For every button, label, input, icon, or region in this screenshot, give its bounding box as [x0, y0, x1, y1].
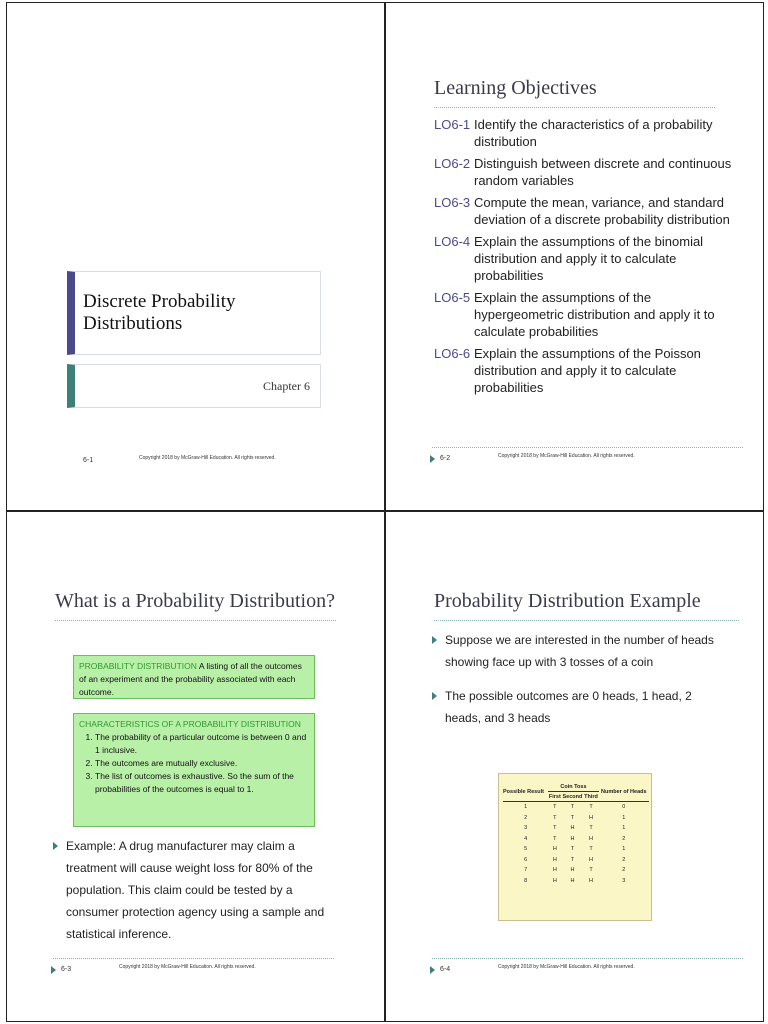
- characteristics-heading: CHARACTERISTICS OF A PROBABILITY DISTRIBUTION: [79, 719, 301, 729]
- chapter-box: [67, 364, 321, 408]
- table-cell: 1: [622, 814, 626, 821]
- table-cell: T: [589, 804, 593, 811]
- table-cell: 2: [622, 835, 626, 842]
- slide-title: Probability Distribution Example: [434, 590, 701, 612]
- table-group-header: Coin Toss: [548, 782, 598, 792]
- slide-title: Discrete Probability Distributions: [83, 291, 236, 334]
- table-header: Third: [584, 793, 598, 800]
- objective-text: Explain the assumptions of the Poisson distribution and apply it to calculate probabilities: [474, 346, 701, 395]
- table-row: [503, 823, 649, 834]
- footer-divider: [53, 958, 334, 959]
- objective-code: LO6-5: [434, 290, 471, 305]
- copyright-text: Copyright 2018 by McGraw-Hill Education. All rights reserved.: [119, 964, 256, 970]
- table-cell: H: [552, 846, 557, 853]
- slide-6-4: [385, 511, 764, 1022]
- table-cell: H: [570, 877, 575, 884]
- chapter-label: Chapter 6: [263, 378, 310, 393]
- triangle-bullet-icon: [430, 455, 435, 463]
- table-header: First: [548, 793, 561, 800]
- table-cell: H: [570, 835, 575, 842]
- table-cell: T: [589, 825, 593, 832]
- table-cell: 0: [622, 804, 626, 811]
- copyright-text: Copyright 2018 by McGraw-Hill Education. All rights reserved.: [139, 455, 276, 461]
- objective-item: [434, 345, 734, 396]
- table-row: [503, 844, 649, 855]
- table-cell: 6: [524, 856, 528, 863]
- table-cell: T: [570, 804, 575, 811]
- table-cell: 1: [622, 825, 626, 832]
- page-number: 6-1: [83, 457, 94, 464]
- objective-text: Distinguish between discrete and continuous random variables: [474, 156, 732, 188]
- triangle-bullet-icon: [432, 636, 437, 644]
- table-row: [503, 865, 649, 876]
- copyright-text: Copyright 2018 by McGraw-Hill Education. All rights reserved.: [498, 964, 635, 970]
- table-cell: 7: [524, 867, 528, 874]
- characteristic-item: 2. The outcomes are mutually exclusive.: [95, 757, 309, 770]
- characteristics-box: [73, 713, 315, 827]
- table-cell: 3: [622, 877, 626, 884]
- slide-6-1: [6, 2, 385, 511]
- page-number: 6-4: [440, 966, 451, 973]
- slide-6-3: [6, 511, 385, 1022]
- table-row: [503, 813, 649, 824]
- coin-toss-table: [498, 773, 652, 921]
- table-cell: 8: [524, 877, 528, 884]
- objective-code: LO6-3: [434, 195, 471, 210]
- objective-text: Identify the characteristics of a probability distribution: [474, 117, 713, 149]
- example-bullet: [51, 835, 341, 945]
- definition-text: A listing of all the outcomes of an experiment and the probability associated with each outcome.: [79, 661, 302, 697]
- footer-divider: [432, 958, 743, 959]
- table-cell: 2: [524, 814, 528, 821]
- objective-code: LO6-4: [434, 234, 471, 249]
- table-cell: H: [589, 856, 593, 863]
- triangle-bullet-icon: [53, 842, 58, 850]
- slide-title: Learning Objectives: [434, 77, 597, 99]
- table-cell: H: [552, 856, 557, 863]
- triangle-bullet-icon: [430, 966, 435, 974]
- triangle-bullet-icon: [432, 692, 437, 700]
- objective-text: Explain the assumptions of the hypergeometric distribution and apply it to calculate probabilities: [474, 290, 715, 339]
- definition-heading: PROBABILITY DISTRIBUTION: [79, 661, 197, 671]
- title-divider: [434, 620, 739, 621]
- table-cell: T: [570, 814, 575, 821]
- slide-6-2: [385, 2, 764, 511]
- table-row: [503, 876, 649, 887]
- objective-item: [434, 194, 734, 228]
- characteristic-item: 1. The probability of a particular outcome is between 0 and 1 inclusive.: [95, 731, 309, 757]
- table-cell: 1: [524, 804, 528, 811]
- table-cell: H: [589, 835, 593, 842]
- table-cell: 3: [524, 825, 528, 832]
- copyright-text: Copyright 2018 by McGraw-Hill Education. All rights reserved.: [498, 453, 635, 459]
- table-cell: 5: [524, 846, 528, 853]
- table-cell: H: [589, 877, 593, 884]
- characteristic-item: 3. The list of outcomes is exhaustive. So the sum of the probabilities of the outcomes is equal to 1.: [95, 770, 309, 796]
- table-cell: T: [553, 835, 557, 842]
- triangle-bullet-icon: [51, 966, 56, 974]
- objective-code: LO6-2: [434, 156, 471, 171]
- objective-code: LO6-1: [434, 117, 471, 132]
- objective-text: Explain the assumptions of the binomial distribution and apply it to calculate probabilities: [474, 234, 704, 283]
- objective-item: [434, 289, 734, 340]
- page-number: 6-2: [440, 455, 451, 462]
- table-cell: T: [589, 846, 593, 853]
- title-box: [67, 271, 321, 355]
- objective-item: [434, 233, 734, 284]
- footer-divider: [432, 447, 743, 448]
- title-divider: [434, 107, 715, 108]
- table-row: [503, 802, 649, 813]
- characteristics-list: [79, 731, 309, 796]
- bullet-text: Example: A drug manufacturer may claim a treatment will cause weight loss for 80% of the population. This claim could be tested by a consumer protection agency using a sample and statistical inference.: [66, 839, 325, 941]
- page-number: 6-3: [61, 966, 72, 973]
- table-row: [503, 834, 649, 845]
- table-header: Second: [562, 793, 583, 800]
- bullet-item: [430, 685, 720, 729]
- slide-title: What is a Probability Distribution?: [55, 590, 335, 612]
- table-cell: T: [553, 804, 557, 811]
- table-cell: H: [570, 867, 575, 874]
- objective-text: Compute the mean, variance, and standard deviation of a discrete probability distribution: [474, 195, 730, 227]
- table-cell: H: [552, 867, 557, 874]
- bullet-text: Suppose we are interested in the number of heads showing face up with 3 tosses of a coin: [445, 633, 714, 669]
- table-cell: H: [589, 814, 593, 821]
- table-header: Number of Heads: [601, 788, 647, 795]
- bullet-text: The possible outcomes are 0 heads, 1 head, 2 heads, and 3 heads: [445, 689, 692, 725]
- table-cell: H: [570, 825, 575, 832]
- objective-item: [434, 116, 734, 150]
- bullet-item: [430, 629, 720, 673]
- table-row: [503, 855, 649, 866]
- table-cell: T: [553, 814, 557, 821]
- table-cell: T: [553, 825, 557, 832]
- objective-code: LO6-6: [434, 346, 471, 361]
- table-header: Possible Result: [503, 788, 544, 795]
- definition-box: [73, 655, 315, 699]
- title-divider: [55, 620, 336, 621]
- table-cell: T: [570, 856, 575, 863]
- objective-item: [434, 155, 734, 189]
- table-cell: 2: [622, 867, 626, 874]
- objectives-list: [434, 116, 734, 401]
- table-cell: H: [552, 877, 557, 884]
- table-cell: 4: [524, 835, 528, 842]
- table-cell: T: [589, 867, 593, 874]
- table-cell: 2: [622, 856, 626, 863]
- table-cell: T: [570, 846, 575, 853]
- table-cell: 1: [622, 846, 626, 853]
